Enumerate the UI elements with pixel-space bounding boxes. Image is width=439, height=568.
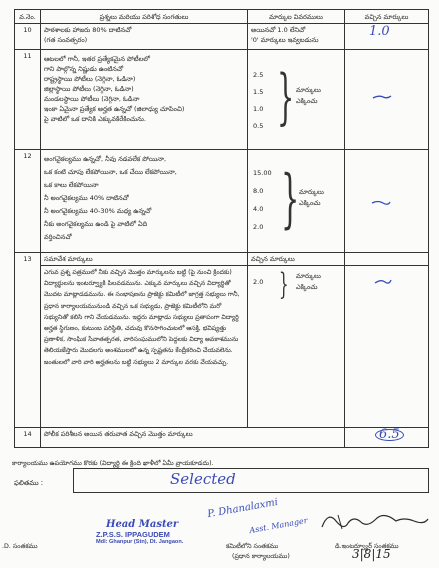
dash-mark-icon [370, 198, 392, 208]
marks-label [296, 85, 321, 107]
marks-cell [248, 50, 345, 150]
table-row [15, 50, 429, 150]
marks-option: 15.00 [253, 169, 272, 177]
marks-option: 1.5 [253, 88, 264, 96]
marks-option: 2.0 [253, 278, 264, 286]
marks-label-line: ఎక్కించు [299, 199, 321, 207]
question-title-cell: సమావేశ మార్కులు [41, 253, 248, 266]
marks-label-line: మార్కులు [296, 272, 321, 280]
awarded-cell [345, 50, 429, 150]
question-line: గాని పాల్గొన్న నిష్ణుడు ఉంటినచో [44, 65, 124, 73]
office-use-note: కార్యాలయము ఉపయోగము కొరకు (విద్యార్థి ఈ క్రింది ఖాళీలో ఏమీ వ్రాయకూడదు). [12, 460, 214, 467]
marks-options [253, 277, 263, 287]
marks-cell [248, 150, 345, 253]
marks-cell [248, 266, 345, 428]
marks-option: 4.0 [253, 205, 264, 213]
marks-header-cell: వచ్చిన మార్కులు [248, 253, 345, 266]
total-marks: 6.5 [375, 429, 404, 441]
question-paragraph: ఎగువ ప్రశ్న పత్రములో నీకు వచ్చిన మొత్తం మార్కులను బట్టి (పై నుంచి క్రిందకు) విద్యార్థులను ఇంటర్వ్యూకి పిలవడమును. ఎక్కువ మార్కులు వచ్చిన విద్యార్థితో మొదట మాట్లాడడమును. ఈ సంభాషణను ప్రాజెక్టు కమిటీలో జాగ్రత్త సభ్యులు గానీ, ప్రధాన కార్యాలయమునుండి వచ్చిన ఒక సభ్యుడు, ప్రాజెక్టు కమిటీలోని మరో సభ్యునితో కలిసి గాని చేయడమును. ఇద్దరు మాట్లాడు సభ్యులు ప్రతాపంగా విద్యార్థి అర్హత స్థిగుణం, కుటుంబ పరిస్థితి, చదువు కొనసాగించుటలో ఆసక్తి, భవిష్యత్తు ప్రణాళిక, సాంఘిక సేవాతత్పరత, వారిసంఘములోని పెద్దలకు విద్యా అవకాశమును తెలియజేస్తారు మొదలగు అంశములలో ఉన్న స్పష్టతను కేంద్రీకరించి చేయవలెను. జంతులలో వారి వారి అర్హతలను బట్టి సభ్యులు 2 మార్కుల వరకు వేయవచ్చు. [44, 269, 240, 366]
awarded-cell [345, 266, 429, 428]
signature-label-right: డి.ఇంటర్వ్యూర్ సంతకము [335, 543, 399, 550]
stamp-line: Head Master [106, 519, 179, 530]
header-awarded-marks: వచ్చిన మార్కులు [345, 10, 429, 24]
row-number: 10 [15, 24, 41, 50]
awarded-header-cell [345, 253, 429, 266]
signature-label-left: .D. సంతకము [2, 543, 38, 550]
table-row [15, 428, 429, 448]
table-header-row [15, 10, 429, 24]
marks-label [299, 187, 324, 209]
signature-date: 3|8|15 [352, 547, 391, 561]
row-number: 13 [15, 253, 41, 428]
signature-label-middle: కమిటీలోని సంతకము [226, 543, 279, 550]
marks-option: 1.0 [253, 105, 264, 113]
row-number: 14 [15, 428, 41, 448]
question-line: మండలస్థాయి పోటీలు (నెగ్గినా, ఓడినా [44, 95, 140, 103]
curly-brace-icon: } [277, 62, 295, 132]
table-row [15, 253, 429, 266]
question-cell [41, 150, 248, 253]
question-line: ఆటలలో గానీ, ఇతర ప్రత్యేకమైన పోటీలలో [44, 55, 150, 63]
marks-cell [248, 24, 345, 50]
dash-mark-icon [371, 92, 393, 102]
question-line: వర్తించినచో [44, 233, 72, 241]
question-line: (గత సంవత్సరం) [44, 36, 88, 44]
row-number: 11 [15, 50, 41, 150]
marks-options [253, 67, 263, 135]
dash-mark-icon [373, 277, 393, 287]
marks-line: '0' మార్కులు ఇవ్వబడును [251, 36, 319, 44]
question-line: పాఠశాలకు హాజరు 80% దాటినచో [44, 26, 132, 34]
curly-brace-icon: } [279, 267, 289, 302]
marks-line: అయినచో 1.0 లేనిచో [251, 26, 306, 34]
question-cell [41, 50, 248, 150]
result-label: ఫలితము : [14, 479, 44, 487]
question-line: రాష్ట్రస్థాయి పోటీలు (నెగ్గినా, ఓడినా) [44, 75, 136, 83]
question-line: పై వాటిలో ఒక దానికి ఎక్కువకిరేకించును. [44, 115, 146, 123]
marks-option: 0.5 [253, 122, 264, 130]
row-number: 12 [15, 150, 41, 253]
evaluation-table [14, 9, 429, 448]
curly-brace-icon: } [281, 162, 300, 236]
handwritten-signature: P. Dhanalaxmi [206, 496, 279, 521]
question-line: ఒక కంటి చూపు లేకపోయినా, ఒక చేయి లేకపోయినా, [44, 168, 177, 176]
table-row [15, 24, 429, 50]
result-value: Selected [170, 470, 236, 488]
marks-label-line: మార్కులు [299, 188, 324, 196]
marks-options [253, 164, 272, 236]
handwritten-designation: Asst. Manager [248, 515, 309, 536]
awarded-marks: 1.0 [369, 24, 390, 39]
marks-option: 8.0 [253, 187, 264, 195]
question-line: నీకు అంగవైకల్యము ఉండి పై వాటిలో ఏది [44, 220, 148, 228]
question-line: జిల్లాస్థాయి పోటీలు (నెగ్గినా, ఓడినా) [44, 85, 134, 93]
stamp-line: Z.P.S.S. IPPAGUDEM [96, 530, 170, 539]
question-line: ఒక కాలు లేకపోయినా [44, 181, 99, 189]
question-line: నీ అంగవైకల్యము 40-30% మధ్య ఉన్నచో [44, 207, 152, 215]
question-cell [41, 266, 248, 428]
marks-label [296, 271, 321, 293]
header-marks-details: మార్కుల వివరములు [248, 10, 345, 24]
question-line: నీ అంగవైకల్యము 40% దాటినచో [44, 194, 129, 202]
question-cell: పోలీక పరిశీలన అయిన తరువాత వచ్చిన మొత్తం మార్కులు [41, 428, 345, 448]
header-question: ప్రశ్నలు మరియు పరిశోధ సంగతులు [41, 10, 248, 24]
marks-label-line: ఎక్కించు [296, 283, 318, 291]
interviewer-signature-icon [318, 505, 430, 533]
awarded-cell [345, 428, 429, 448]
question-line: అంగవైకల్యము ఉన్నచో, నీవు నడవలేక పోయినా, [44, 155, 167, 163]
marks-option: 2.0 [253, 223, 264, 231]
marks-label-line: ఎక్కించు [296, 97, 318, 105]
result-field[interactable] [73, 468, 429, 493]
question-cell [41, 24, 248, 50]
table-row [15, 150, 429, 253]
question-line: ఇంకా ఏమైనా ప్రత్యేక అర్హత ఉన్నచో (జిలాధ్యు చూపించి) [44, 105, 185, 113]
signature-sub-label: (ప్రధాన కార్యాలయము) [232, 553, 290, 560]
awarded-cell [345, 24, 429, 50]
headmaster-stamp [96, 519, 188, 561]
marks-option: 2.5 [253, 71, 264, 79]
stamp-line: Mdl: Ghanpur (Stn), Dt. Jangaon. [96, 539, 184, 545]
header-serial-no: వ.నెం. [15, 10, 41, 24]
awarded-cell [345, 150, 429, 253]
marks-label-line: మార్కులు [296, 86, 321, 94]
table-row [15, 266, 429, 428]
